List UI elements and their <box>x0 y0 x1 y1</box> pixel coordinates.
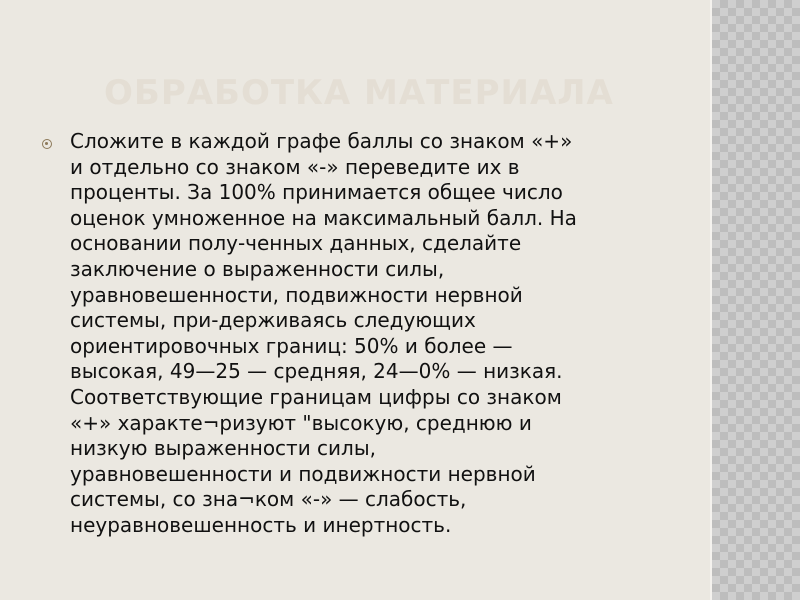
circle-bullet-icon <box>42 139 52 149</box>
decorative-side-panel <box>712 0 800 600</box>
bullet-text: Сложите в каждой графе баллы со знаком «+» и отдельно со знаком «-» переведите их в проценты. За 100% принимается общее число оценок умноженное на максимальный балл. На основании полу-ченных данных, сделайте заключение о выраженности силы, уравновешенности, подвижности нервной системы, при-держиваясь следующих ориентировочных границ: 50% и более — высокая, 49—25 — средняя, 24—0% — низкая. Соответствующие границам цифры со знаком «+» характе¬ризуют "высокую, среднюю и низкую выраженности силы, уравновешенности и подвижности нервной системы, со зна¬ком «-» — слабость, неуравновешенность и инертность. <box>70 129 577 537</box>
slide-title: ОБРАБОТКА МАТЕРИАЛА <box>104 73 614 113</box>
